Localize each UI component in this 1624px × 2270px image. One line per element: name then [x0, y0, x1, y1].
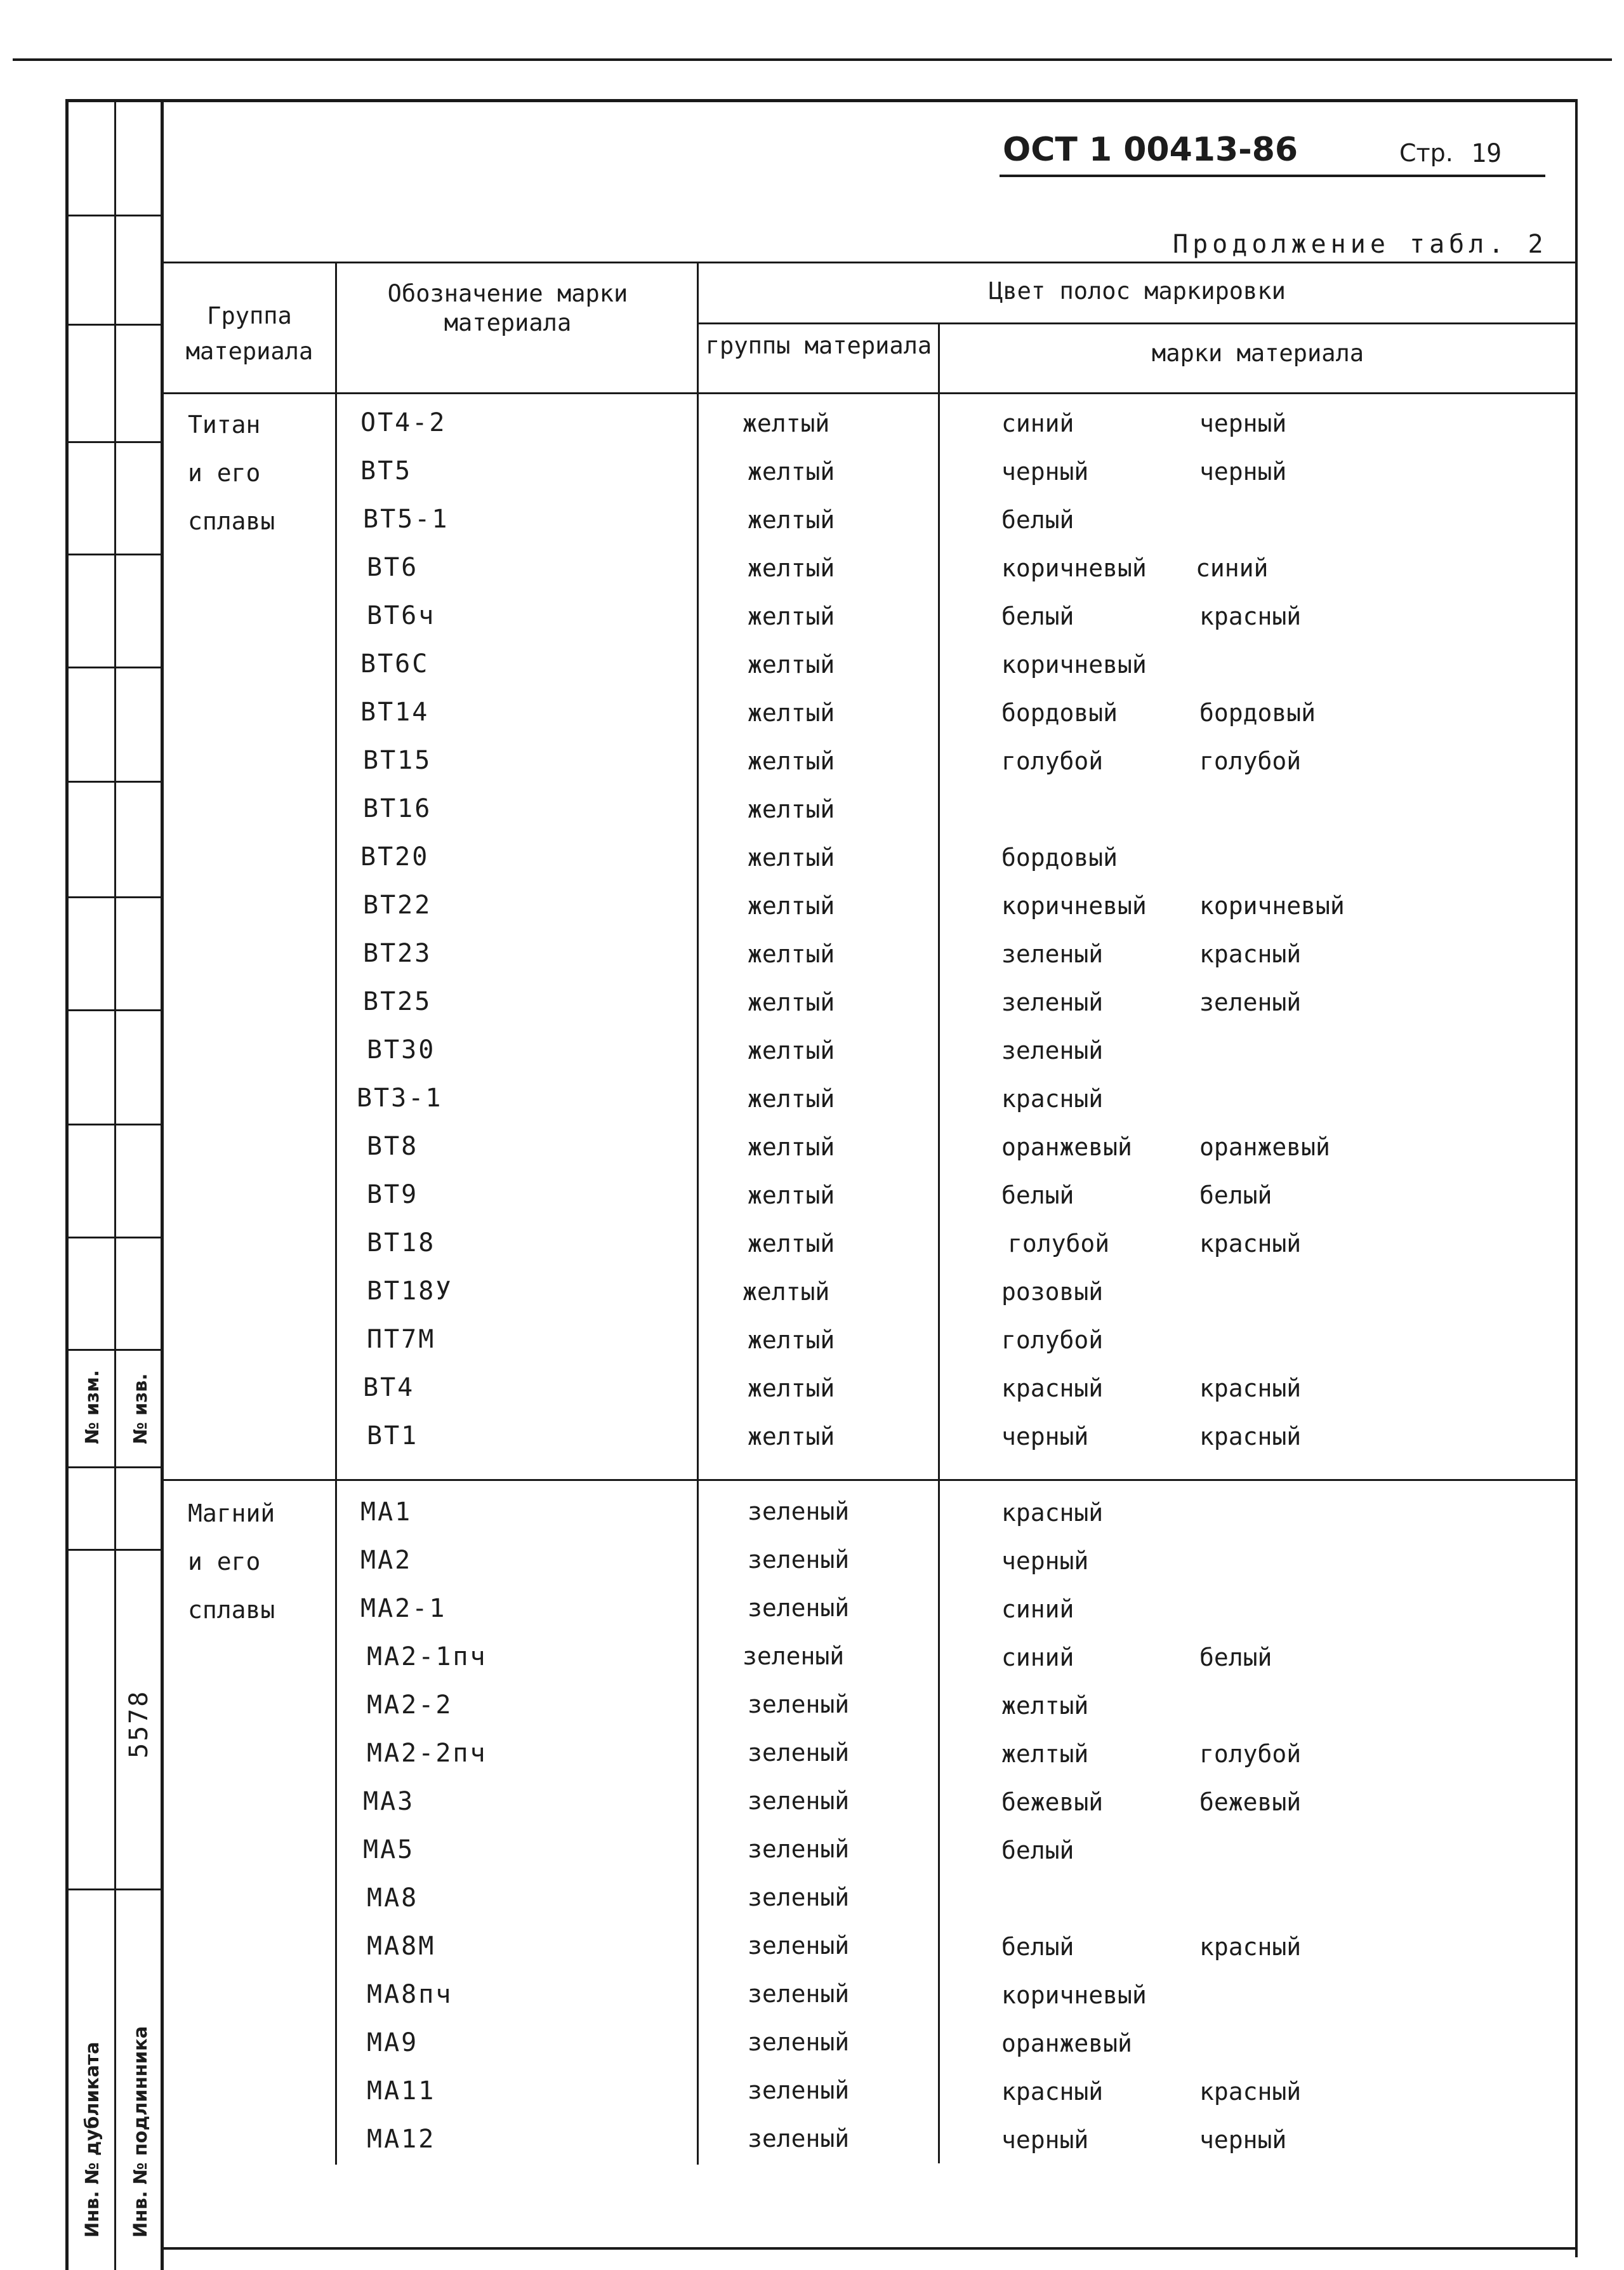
grade: ВТ15	[363, 746, 432, 775]
grade: МА2	[360, 1546, 413, 1575]
group-label: и его	[188, 1548, 261, 1576]
stamp-tick	[65, 781, 161, 783]
page-number: 19	[1471, 139, 1502, 168]
grade-color-1: синий	[1001, 1595, 1074, 1623]
grade-color-1: красный	[1001, 1374, 1104, 1402]
grade-color-2: оранжевый	[1199, 1133, 1330, 1161]
grade-color-1: коричневый	[1001, 651, 1147, 679]
grade-color-1: белый	[1001, 602, 1074, 630]
grade-color-1: красный	[1001, 1499, 1104, 1527]
grade: ВТ16	[363, 794, 432, 823]
group-color: желтый	[748, 1085, 835, 1113]
grade: ВТ5	[360, 456, 413, 486]
page-label: Стр.	[1399, 139, 1453, 167]
group-color: желтый	[748, 1037, 835, 1065]
grade: МА2-1пч	[367, 1642, 487, 1671]
subheader-rule	[697, 322, 1578, 324]
grade-color-1: бордовый	[1001, 844, 1118, 872]
header-stripe-color: Цвет полос маркировки	[989, 277, 1286, 305]
grade-color-2: белый	[1199, 1181, 1272, 1209]
grade-color-2: белый	[1199, 1643, 1272, 1671]
grade-color-2: бежевый	[1199, 1788, 1302, 1816]
group-color: зеленый	[748, 1739, 850, 1767]
grade-color-1: голубой	[1008, 1230, 1110, 1258]
grade: МА9	[367, 2028, 419, 2057]
stamp-tick	[65, 1466, 161, 1468]
grade-color-1: черный	[1001, 2126, 1089, 2154]
frame-bottom	[161, 2247, 1578, 2250]
group-color: зеленый	[748, 1787, 850, 1815]
grade-color-1: желтый	[1001, 1740, 1089, 1768]
grade-color-1: красный	[1001, 1085, 1104, 1113]
group-color: желтый	[748, 458, 835, 486]
grade: МА1	[360, 1497, 413, 1527]
stamp-tick	[65, 324, 161, 326]
grade-color-1: черный	[1001, 1423, 1089, 1450]
header-group: Группа материала	[185, 302, 314, 365]
group-color: зеленый	[748, 1883, 850, 1911]
grade: МА11	[367, 2076, 436, 2106]
grade-color-1: черный	[1001, 1547, 1089, 1575]
grade-color-2: черный	[1199, 409, 1287, 437]
col-divider-3	[938, 322, 940, 2163]
grade-color-1: белый	[1001, 1933, 1074, 1961]
header-group-color: группы материала	[705, 332, 932, 359]
grade-color-1: зеленый	[1001, 988, 1104, 1016]
frame-inner-left	[161, 99, 164, 2270]
header-designation: Обозначение марки материала	[387, 280, 628, 336]
grade-color-2: синий	[1196, 554, 1269, 582]
grade: МА8М	[367, 1932, 436, 1961]
grade-color-1: бежевый	[1001, 1788, 1104, 1816]
section-divider	[164, 1479, 1578, 1481]
group-color: желтый	[748, 1181, 835, 1209]
group-label: сплавы	[188, 1596, 275, 1624]
frame-left	[65, 99, 69, 2270]
grade-color-1: черный	[1001, 458, 1089, 486]
page-top-edge	[13, 58, 1612, 61]
stamp-tick	[65, 441, 161, 443]
grade-color-1: бордовый	[1001, 699, 1118, 727]
group-color: желтый	[748, 651, 835, 679]
grade-color-1: коричневый	[1001, 1981, 1147, 2009]
grade-color-2: голубой	[1199, 1740, 1302, 1768]
grade-color-1: голубой	[1001, 1326, 1104, 1354]
group-color: зеленый	[748, 1835, 850, 1863]
group-color: желтый	[748, 892, 835, 920]
group-label: сплавы	[188, 507, 275, 535]
group-color: зеленый	[748, 1594, 850, 1622]
stamp-tick	[65, 1009, 161, 1011]
group-color: зеленый	[748, 1932, 850, 1960]
grade: МА5	[363, 1835, 415, 1864]
grade: МА8	[367, 1883, 419, 1913]
grade-color-2: красный	[1199, 1423, 1302, 1450]
group-label: и его	[188, 459, 261, 487]
stamp-tick	[65, 1349, 161, 1351]
stamp-tick	[65, 667, 161, 668]
grade-color-2: зеленый	[1199, 988, 1302, 1016]
grade: ВТ25	[363, 987, 432, 1016]
grade: МА12	[367, 2125, 436, 2154]
grade-color-2: голубой	[1199, 747, 1302, 775]
grade: МА8пч	[367, 1980, 453, 2009]
standard-number: ОСТ 1 00413-86	[1003, 131, 1298, 169]
group-color: желтый	[748, 1133, 835, 1161]
grade-color-1: оранжевый	[1001, 2029, 1132, 2057]
original-inv-number: 5578	[124, 1689, 154, 1758]
notice-no-label: № изв.	[129, 1373, 151, 1444]
grade: ВТ22	[363, 891, 432, 920]
stamp-col-divider	[114, 99, 116, 2270]
group-color: желтый	[748, 747, 835, 775]
stamp-tick	[65, 896, 161, 898]
grade: ВТ6ч	[367, 601, 436, 630]
group-color: желтый	[748, 602, 835, 630]
group-color: желтый	[748, 795, 835, 823]
stamp-tick	[65, 1237, 161, 1238]
group-color: зеленый	[748, 1546, 850, 1574]
group-color: зеленый	[743, 1642, 845, 1670]
grade-color-1: синий	[1001, 1643, 1074, 1671]
grade: МА3	[363, 1787, 415, 1816]
grade-color-1: белый	[1001, 1836, 1074, 1864]
grade: ВТ18У	[367, 1277, 453, 1306]
frame-right	[1575, 99, 1578, 2257]
grade: ВТ6С	[360, 649, 430, 679]
continuation-label: Продолжение табл. 2	[1173, 230, 1548, 259]
grade-color-2: красный	[1199, 940, 1302, 968]
grade: ПТ7М	[367, 1325, 436, 1354]
grade-color-2: коричневый	[1199, 892, 1345, 920]
group-color: желтый	[748, 988, 835, 1016]
grade-color-2: красный	[1199, 1933, 1302, 1961]
group-color: желтый	[748, 940, 835, 968]
group-color: зеленый	[748, 1980, 850, 2008]
stamp-tick	[65, 1888, 161, 1890]
grade: МА2-2	[367, 1690, 453, 1720]
grade-color-1: синий	[1001, 409, 1074, 437]
grade: ВТ8	[367, 1132, 419, 1161]
group-color: желтый	[748, 1230, 835, 1258]
grade-color-1: зеленый	[1001, 940, 1104, 968]
grade-color-2: красный	[1199, 1230, 1302, 1258]
duplicate-inv-label: Инв. № дубликата	[81, 2041, 103, 2238]
grade-color-1: белый	[1001, 1181, 1074, 1209]
grade: ВТ4	[363, 1373, 415, 1402]
grade-color-2: черный	[1199, 2126, 1287, 2154]
grade: ВТ1	[367, 1421, 419, 1450]
stamp-tick	[65, 554, 161, 555]
group-color: желтый	[743, 1278, 830, 1306]
group-color: зеленый	[748, 1497, 850, 1525]
group-color: желтый	[748, 1374, 835, 1402]
grade-color-1: розовый	[1001, 1278, 1104, 1306]
group-color: зеленый	[748, 1690, 850, 1718]
col-divider-1	[335, 262, 337, 2165]
group-color: желтый	[743, 409, 830, 437]
grade: ВТ5-1	[363, 505, 449, 534]
group-color: зеленый	[748, 2125, 850, 2153]
group-color: зеленый	[748, 2076, 850, 2104]
grade-color-1: голубой	[1001, 747, 1104, 775]
group-color: желтый	[748, 1326, 835, 1354]
grade-color-2: красный	[1199, 602, 1302, 630]
group-label: Магний	[188, 1499, 275, 1527]
grade-color-1: белый	[1001, 506, 1074, 534]
col-divider-2	[697, 262, 699, 2165]
grade: ВТ3-1	[357, 1084, 443, 1113]
grade: ВТ23	[363, 939, 432, 968]
grade-color-2: красный	[1199, 2078, 1302, 2106]
grade: ОТ4-2	[360, 408, 447, 437]
grade-color-1: зеленый	[1001, 1037, 1104, 1065]
grade: ВТ6	[367, 553, 419, 582]
grade: МА2-2пч	[367, 1739, 487, 1768]
grade-color-1: оранжевый	[1001, 1133, 1132, 1161]
table-top-rule	[164, 262, 1578, 263]
grade: ВТ30	[367, 1035, 436, 1065]
stamp-tick	[65, 215, 161, 216]
grade-color-2: бордовый	[1199, 699, 1316, 727]
stamp-tick	[65, 1124, 161, 1125]
grade: ВТ18	[367, 1228, 436, 1258]
grade: МА2-1	[360, 1594, 447, 1623]
grade-color-1: желтый	[1001, 1692, 1089, 1720]
stamp-tick	[65, 1549, 161, 1551]
grade: ВТ20	[360, 842, 430, 872]
grade-color-1: коричневый	[1001, 892, 1147, 920]
grade-color-2: красный	[1199, 1374, 1302, 1402]
group-color: желтый	[748, 1423, 835, 1450]
group-color: зеленый	[748, 2028, 850, 2056]
grade: ВТ14	[360, 698, 430, 727]
header-grade-color: марки материала	[1151, 340, 1364, 367]
change-no-label: № изм.	[81, 1370, 103, 1444]
grade-color-1: красный	[1001, 2078, 1104, 2106]
group-color: желтый	[748, 699, 835, 727]
group-color: желтый	[748, 554, 835, 582]
group-color: желтый	[748, 844, 835, 872]
original-inv-label: Инв. № подлинника	[129, 2026, 151, 2238]
group-color: желтый	[748, 506, 835, 534]
header-bottom-rule	[164, 392, 1578, 394]
header-underline	[1000, 175, 1545, 177]
group-label: Титан	[188, 411, 261, 439]
grade-color-1: коричневый	[1001, 554, 1147, 582]
grade-color-2: черный	[1199, 458, 1287, 486]
grade: ВТ9	[367, 1180, 419, 1209]
frame-top	[65, 99, 1578, 102]
